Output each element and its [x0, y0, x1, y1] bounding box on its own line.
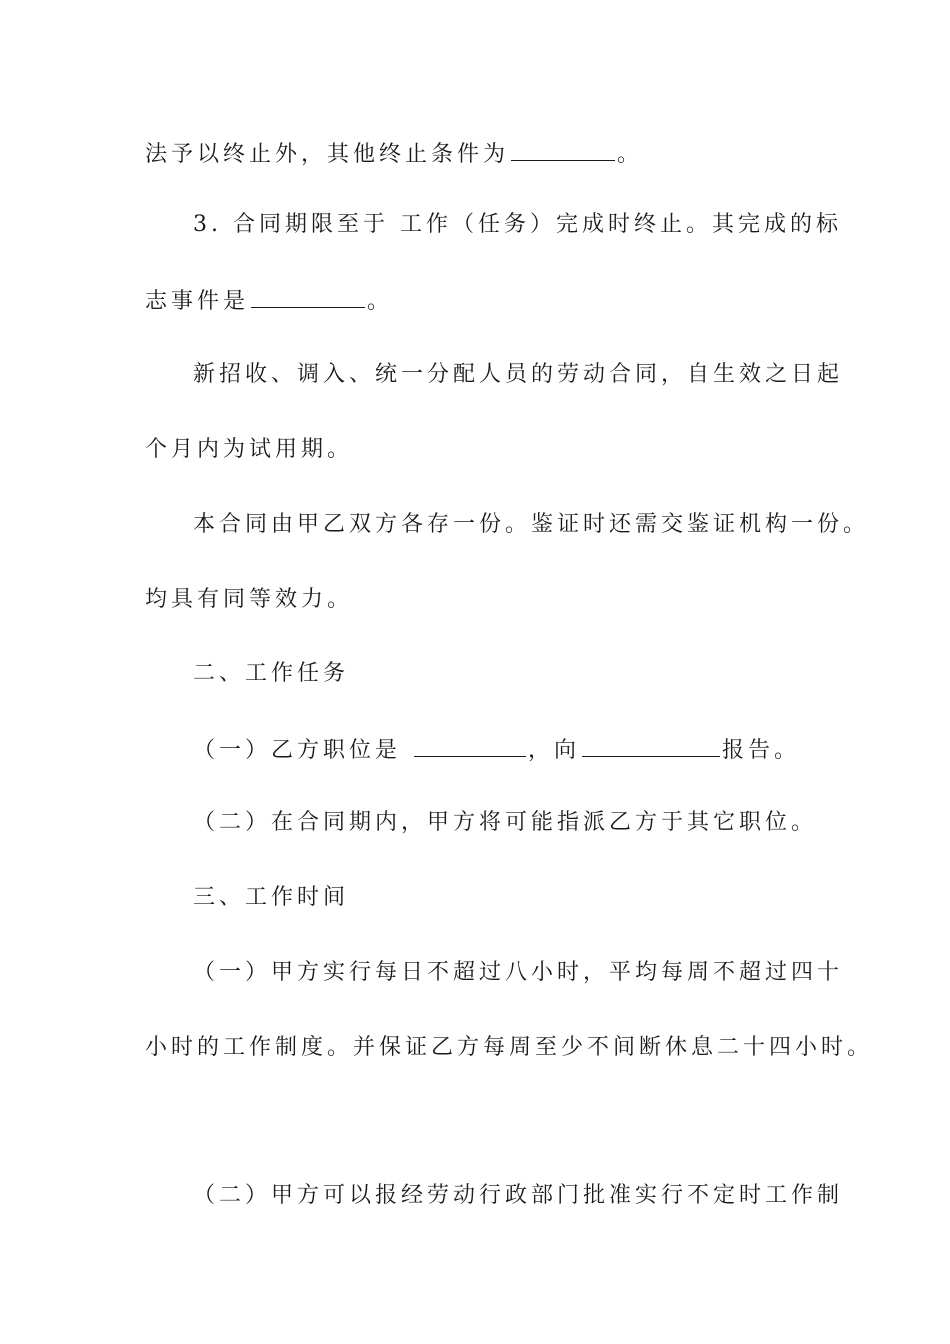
paragraph-copies [193, 510, 869, 540]
line-text: 新招收、调入、统一分配人员的劳动合同，自生效之日起 [193, 362, 844, 387]
line-text: （一）甲方实行每日不超过八小时，平均每周不超过四十 [193, 960, 844, 985]
paragraph-completion-event [145, 285, 393, 317]
paragraph-daily-hours-cont [145, 1033, 873, 1063]
paragraph-daily-hours [193, 958, 843, 988]
line-text: 。 [617, 142, 644, 167]
line-text: 本合同由甲乙双方各存一份。鉴证时还需交鉴证机构一份。 [193, 512, 870, 537]
line-text: 3. 合同期限至于 工作（任务）完成时终止。其完成的标 [193, 212, 842, 237]
line-text: （一）乙方职位是 [193, 738, 412, 763]
fill-blank [414, 734, 526, 757]
line-text: 三、工作时间 [193, 885, 350, 910]
paragraph-position [193, 734, 800, 766]
line-text: （二）甲方可以报经劳动行政部门批准实行不定时工作制 [193, 1183, 844, 1208]
line-text: 报告。 [722, 738, 801, 763]
line-text: 个月内为试用期。 [145, 437, 354, 462]
paragraph-contract-term-clause-3 [193, 210, 842, 240]
line-text: 均具有同等效力。 [145, 587, 354, 612]
section-heading-work-tasks [193, 659, 349, 689]
line-text: 志事件是 [145, 289, 250, 314]
paragraph-copies-cont [145, 585, 353, 615]
line-text: 二、工作任务 [193, 661, 350, 686]
paragraph-reassignment [193, 808, 817, 838]
paragraph-probation-period [193, 360, 843, 390]
fill-blank [582, 734, 720, 757]
paragraph-termination-conditions [145, 138, 643, 170]
fill-blank [511, 138, 615, 161]
line-text: 。 [367, 289, 394, 314]
paragraph-flexible-hours [193, 1181, 843, 1211]
line-text: （二）在合同期内，甲方将可能指派乙方于其它职位。 [193, 810, 818, 835]
fill-blank [251, 285, 365, 308]
line-text: 小时的工作制度。并保证乙方每周至少不间断休息二十四小时。 [145, 1035, 874, 1060]
line-text: ，向 [528, 738, 581, 763]
line-text: 法予以终止外，其他终止条件为 [145, 142, 510, 167]
paragraph-probation-period-cont [145, 435, 353, 465]
section-heading-work-hours [193, 883, 349, 913]
